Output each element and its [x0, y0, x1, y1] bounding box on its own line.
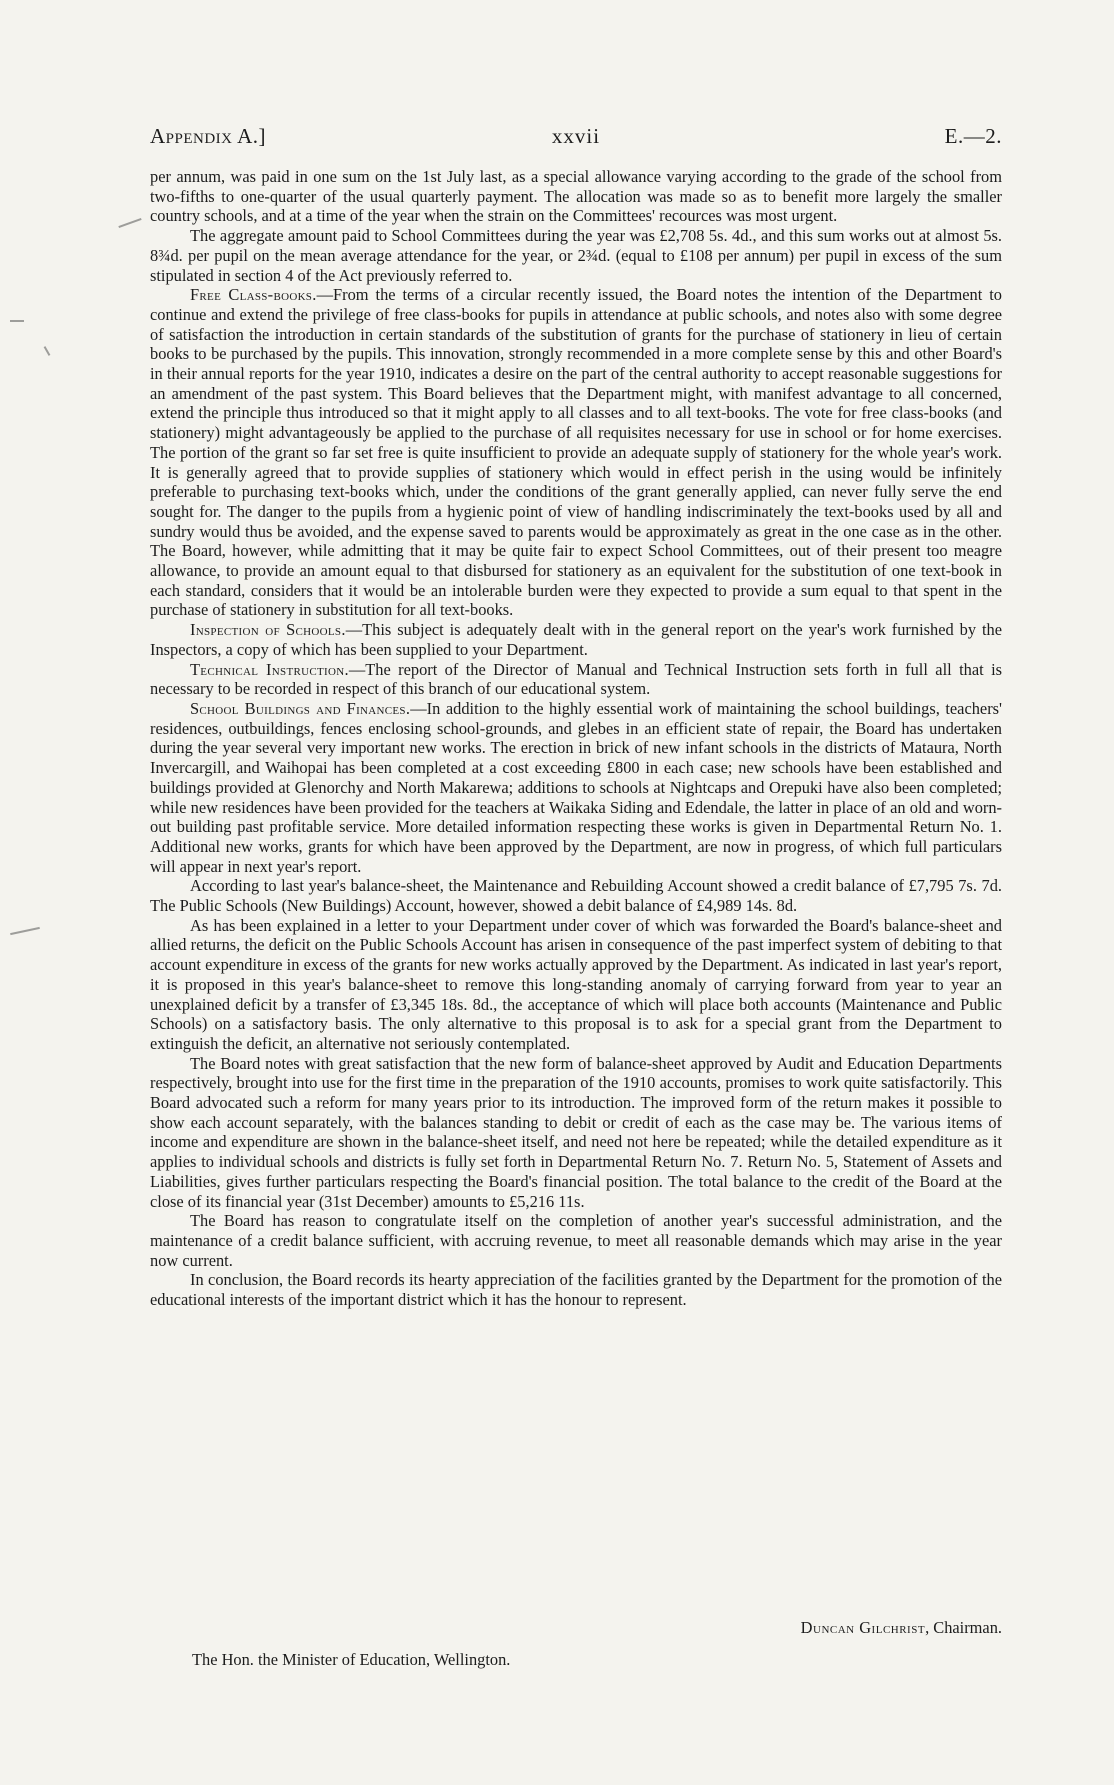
paragraph-balance-sheet: [150, 876, 1002, 915]
paragraph-text: per annum, was paid in one sum on the 1st July last, as a special allowance varying according to the grade of the school from two-fifths to one-quarter of the usual quarterly payment. The allocation was made so as to benefit more largely the smaller country schools, and at a time of the year when the strain on the Committees' recources was most urgent.: [150, 167, 1002, 226]
paragraph-text: As has been explained in a letter to your Department under cover of which was forwarded the Board's balance-sheet and allied returns, the deficit on the Public Schools Account has arisen in consequence of the past imperfect system of debiting to that account expenditure in excess of the grants for new works actually approved by the Department. As indicated in last year's report, it is proposed in this year's balance-sheet to remove this long-standing anomaly of carrying forward from year to year an unexplained deficit by a transfer of £3,345 18s. 8d., the acceptance of which will place both accounts (Maintenance and Public Schools) on a satisfactory basis. The only alternative to this proposal is to ask for a special grant from the Department to extinguish the deficit, an alternative not seriously contemplated.: [150, 915, 1002, 1053]
section-heading: Free Class-books.: [190, 285, 317, 305]
margin-mark: [10, 320, 24, 322]
paragraph-text: —In addition to the highly essential work of maintaining the school buildings, teachers' residences, outbuildings, fences enclosing school-grounds, and glebes in an efficient state of repair, the Board has undertaken during the year several very important new works. The erection in brick of new infant schools in the districts of Mataura, North Invercargill, and Waihopai has been completed at a cost exceeding £800 in each case; new schools have been established and buildings provided at Glenorchy and North Makarewa; additions to schools at Nightcaps and Orepuki have also been completed; while new residences have been provided for the teachers at Waikaka Siding and Edendale, the latter in place of an old and worn-out building past profitable service. More detailed information respecting these works is given in Departmental Return No. 1. Additional new works, grants for which have been approved by the Department, are now in progress, of which full particulars will appear in next year's report.: [150, 698, 1002, 876]
paragraph-text: —The report of the Director of Manual and Technical Instruction sets forth in full all that is necessary to be recorded in respect of this branch of our educational system.: [150, 659, 1003, 699]
paragraph-text: The Board has reason to congratulate itself on the completion of another year's successful administration, and the maintenance of a credit balance sufficient, with accruing revenue, to meet all reasonable demands which may arise in the year now current.: [150, 1211, 1002, 1270]
page-header: [150, 124, 1002, 154]
margin-mark: [118, 218, 141, 228]
paragraph-administration: [150, 1211, 1002, 1270]
paragraph-free-class-books: [150, 285, 1002, 620]
paragraph-text: In conclusion, the Board records its hearty appreciation of the facilities granted by the Department for the promotion of the educational interests of the important district which it has the honour to represent.: [150, 1270, 1002, 1310]
appendix-label: Appendix A.]: [150, 124, 267, 148]
margin-mark: [10, 927, 40, 935]
paragraph-buildings-finances: [150, 699, 1002, 876]
paragraph-text: —From the terms of a circular recently issued, the Board notes the intention of the Department to continue and extend the privilege of free class-books for pupils in attendance at public schools, and notes also with some degree of satisfaction the introduction in certain standards of the substitution of grants for the purchase of stationery in lieu of certain books to be purchased by the pupils. This innovation, strongly recommended in a more complete sense by this and other Board's in their annual reports for the year 1910, indicates a desire on the part of the central authority to accept reasonable suggestions for an amendment of the past system. This Board believes that the Department might, with manifest advantage to all concerned, extend the principle thus introduced so that it might apply to all classes and to all text-books. The vote for free class-books (and stationery) might advantageously be applied to the purchase of all requisites necessary for use in school or for home exercises. The portion of the grant so far set free is quite insufficient to provide an adequate supply of stationery for the whole year's work. It is generally agreed that to provide supplies of stationery which would in effect perish in the using would be infinitely preferable to purchasing text-books which, under the conditions of the grant generally applied, can never fully serve the end sought for. The danger to the pupils from a hygienic point of view of handling indiscriminately the text-books used by all and sundry would thus be avoided, and the expense saved to parents would be approximately as great in the one case as in the other. The Board, however, while admitting that it may be quite fair to expect School Committees, out of their present too meagre allowance, to provide an amount equal to that disbursed for stationery as an equivalent for the substitution of one text-book in each standard, considers that it would be an intolerable burden were they expected to provide a sum equal to that spent in the purchase of stationery in substitution for all text-books.: [150, 285, 1003, 620]
signature: [801, 1618, 1002, 1638]
paragraph-conclusion: [150, 1270, 1002, 1309]
section-heading: School Buildings and Finances.: [190, 698, 411, 718]
signatory-title: , Chairman.: [925, 1618, 1002, 1637]
paragraph-new-balance-sheet-form: [150, 1054, 1002, 1212]
document-code: E.—2.: [944, 124, 1002, 148]
section-heading: Technical Instruction.: [190, 659, 349, 679]
addressee: The Hon. the Minister of Education, Wellington.: [192, 1650, 511, 1669]
report-body: [150, 167, 1002, 1310]
margin-mark: [44, 346, 51, 356]
paragraph-allowance: [150, 167, 1002, 226]
section-heading: Inspection of Schools.: [190, 620, 346, 640]
paragraph-text: —This subject is adequately dealt with in the general report on the year's work furnished by the Inspectors, a copy of which has been supplied to your Department.: [150, 620, 1002, 659]
paragraph-text: The aggregate amount paid to School Committees during the year was £2,708 5s. 4d., and this sum works out at almost 5s. 8¾d. per pupil on the mean average attendance for the year, or 2¾d. (equal to £108 per annum) per pupil in excess of the sum stipulated in section 4 of the Act previously referred to.: [150, 226, 1002, 285]
paragraph-committee-payments: [150, 226, 1002, 285]
paragraph-text: According to last year's balance-sheet, the Maintenance and Rebuilding Account showed a credit balance of £7,795 7s. 7d. The Public Schools (New Buildings) Account, however, showed a debit balance of £4,989 14s. 8d.: [150, 876, 1002, 916]
paragraph-technical-instruction: [150, 660, 1002, 699]
paragraph-inspection: [150, 620, 1002, 659]
page-number: xxvii: [551, 124, 601, 148]
signatory-name: Duncan Gilchrist: [800, 1618, 926, 1637]
paragraph-deficit: [150, 916, 1002, 1054]
paragraph-text: The Board notes with great satisfaction that the new form of balance-sheet approved by Audit and Education Departments respectively, brought into use for the first time in the preparation of the 1910 accounts, promises to work quite satisfactorily. This Board advocated such a reform for many years prior to its introduction. The improved form of the return makes it possible to show each account separately, with the balances standing to debit or credit of each as the case may be. The various items of income and expenditure are shown in the balance-sheet itself, and need not here be repeated; while the detailed expenditure as it applies to individual schools and districts is fully set forth in Departmental Return No. 7. Return No. 5, Statement of Assets and Liabilities, gives further particulars respecting the Board's financial position. The total balance to the credit of the Board at the close of its financial year (31st December) amounts to £5,216 11s.: [150, 1053, 1002, 1211]
